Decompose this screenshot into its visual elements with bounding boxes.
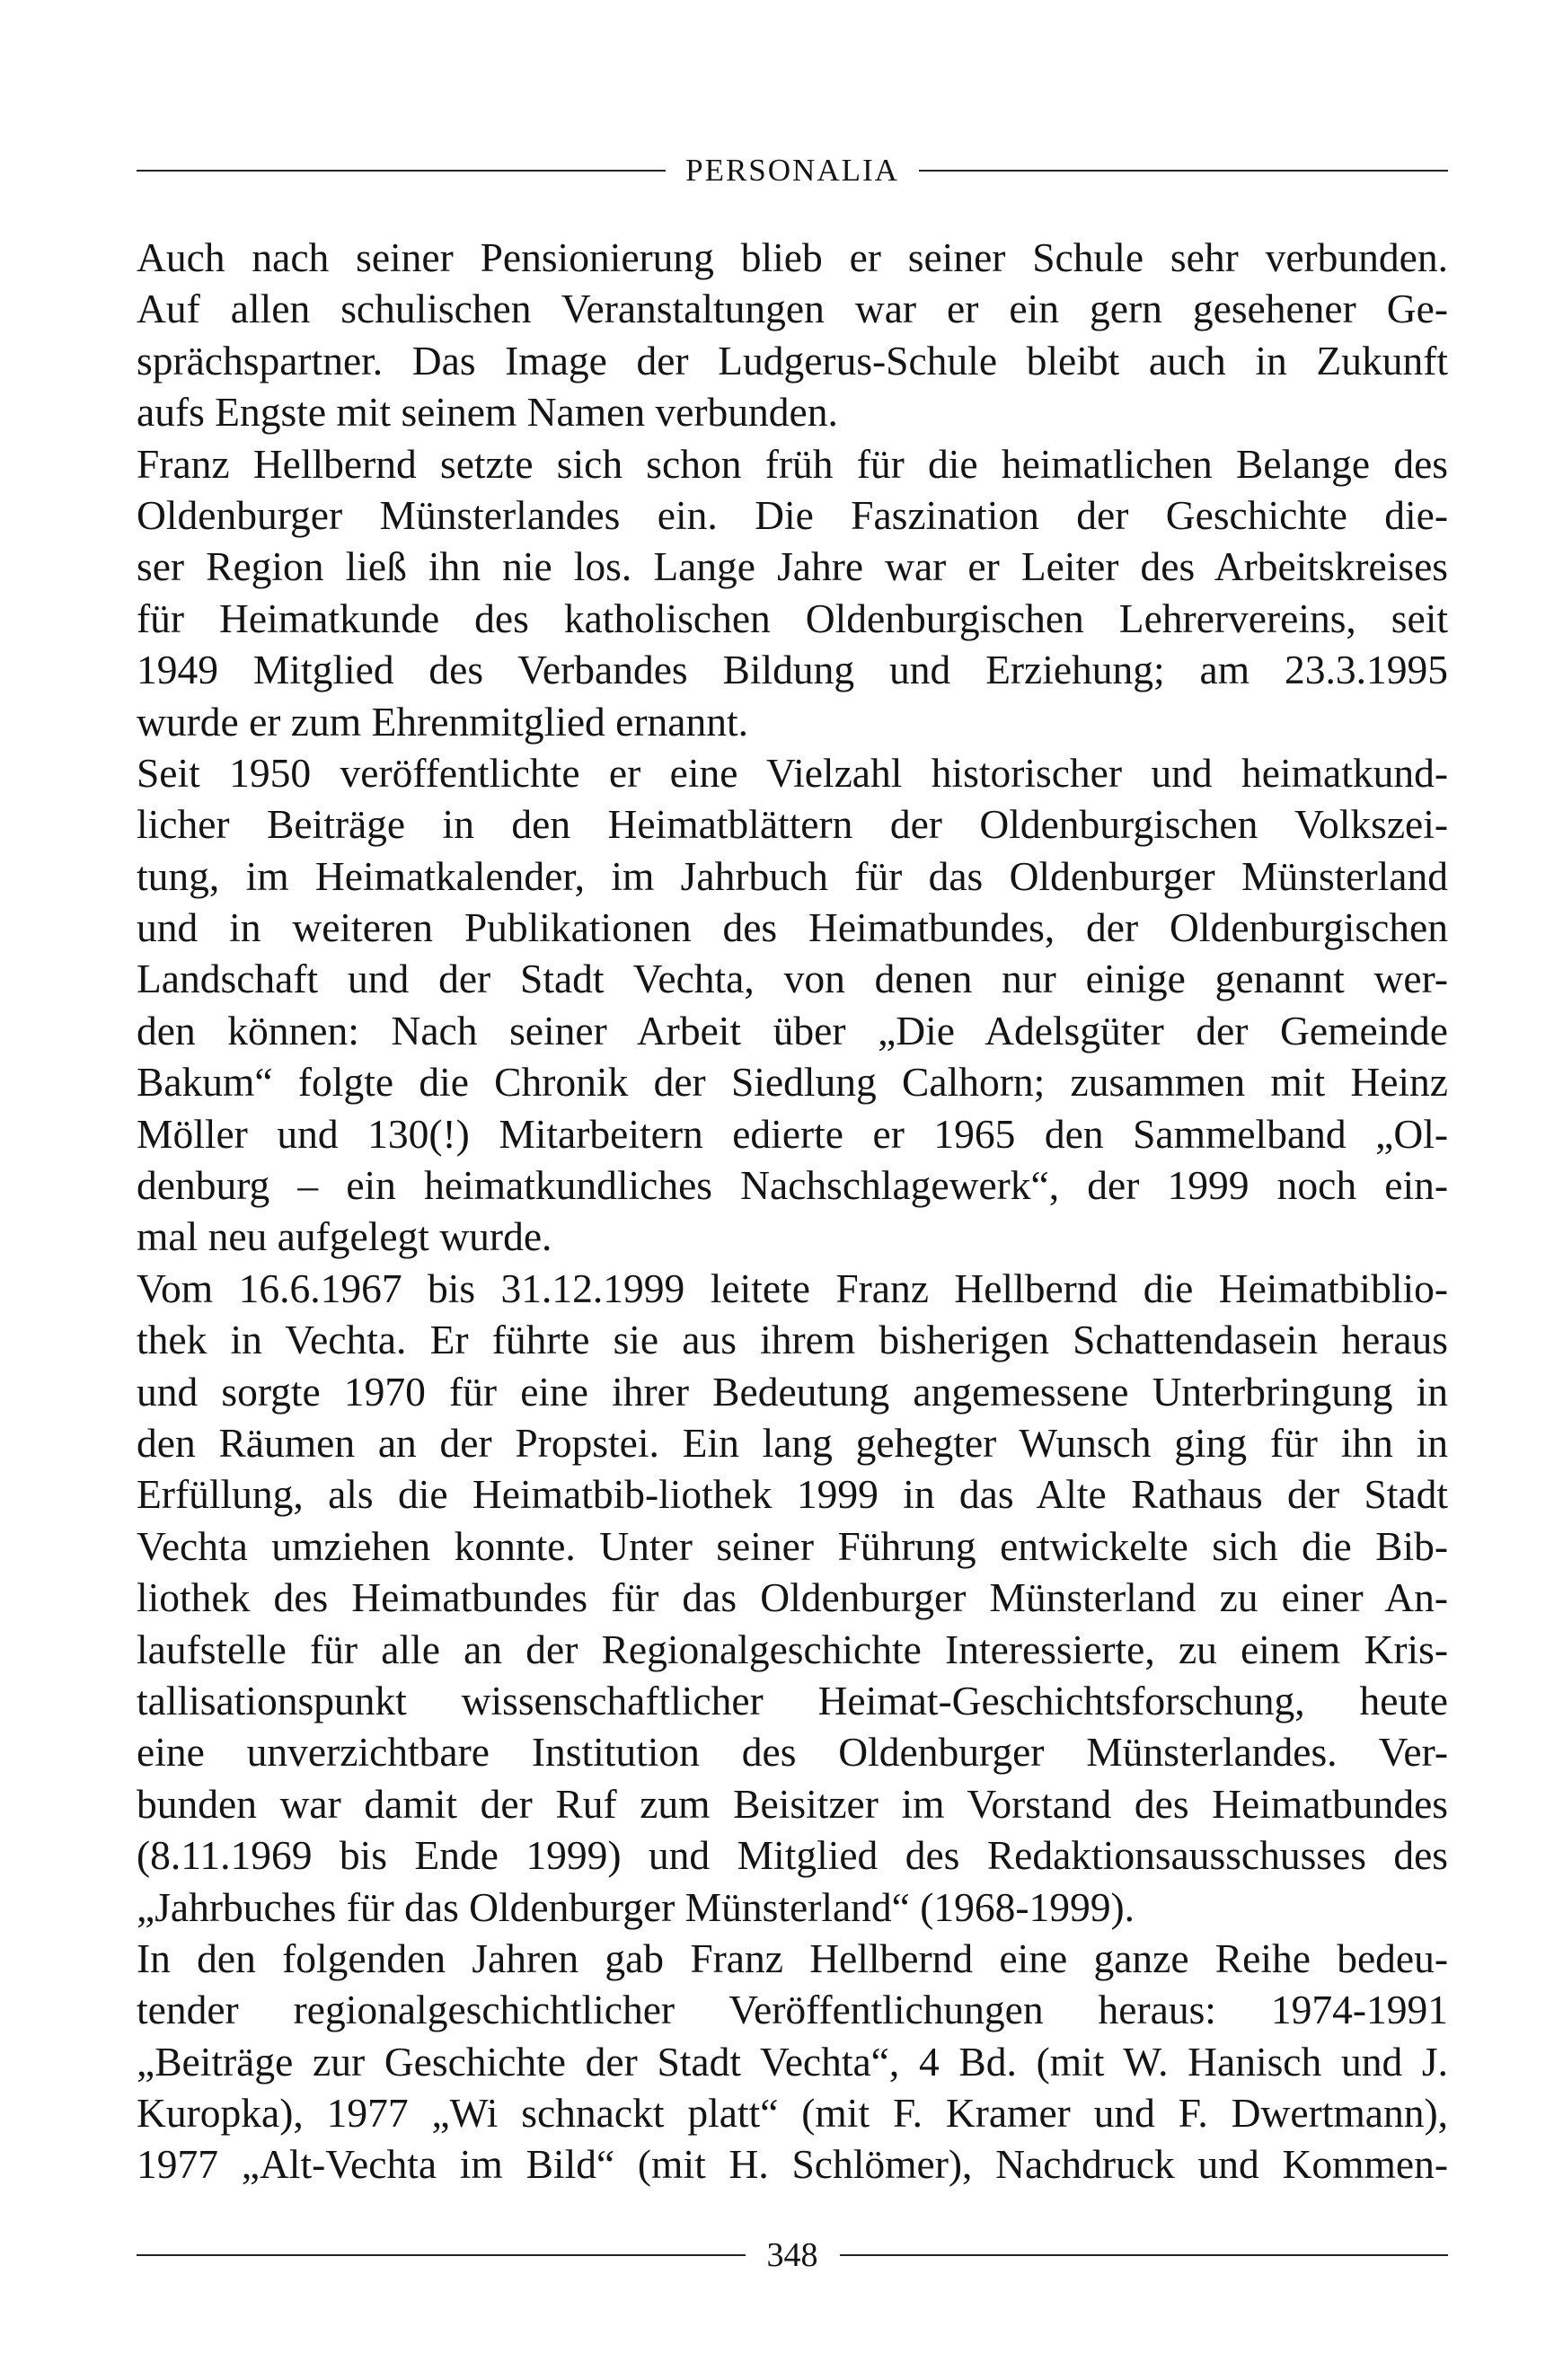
- text-line: Bakum“ folgte die Chronik der Siedlung Calhorn; zusammen mit Heinz: [137, 1059, 1448, 1106]
- header-rule-right: [919, 170, 1448, 172]
- text-line: laufstelle für alle an der Regionalgeschichte Interessierte, zu einem Kris-: [137, 1626, 1448, 1672]
- text-line: denburg – ein heimatkundliches Nachschlagewerk“, der 1999 noch ein-: [137, 1162, 1448, 1209]
- text-line: und in weiteren Publikationen des Heimatbundes, der Oldenburgischen: [137, 904, 1448, 951]
- text-line: mal neu aufgelegt wurde.: [137, 1213, 552, 1260]
- text-line: liothek des Heimatbundes für das Oldenburger Münsterland zu einer An-: [137, 1574, 1448, 1621]
- text-line: Auch nach seiner Pensionierung blieb er seiner Schule sehr verbunden.: [137, 234, 1448, 280]
- footer-rule-left: [137, 2254, 746, 2256]
- text-line: den Räumen an der Propstei. Ein lang gehegter Wunsch ging für ihn in: [137, 1419, 1448, 1466]
- page-number: 348: [766, 2236, 818, 2274]
- footer-rule-right: [840, 2254, 1449, 2256]
- text-line: ser Region ließ ihn nie los. Lange Jahre war er Leiter des Arbeitskreises: [137, 543, 1448, 590]
- text-line: den können: Nach seiner Arbeit über „Die Adelsgüter der Gemeinde: [137, 1007, 1448, 1053]
- text-line: Erfüllung, als die Heimatbib-liothek 1999 in das Alte Rathaus der Stadt: [137, 1471, 1448, 1518]
- text-line: Landschaft und der Stadt Vechta, von denen nur einige genannt wer-: [137, 956, 1448, 1002]
- running-head: [137, 154, 1448, 186]
- text-line: sprächspartner. Das Image der Ludgerus-Schule bleibt auch in Zukunft: [137, 337, 1448, 383]
- text-line: tender regionalgeschichtlicher Veröffentlichungen heraus: 1974-1991: [137, 1987, 1448, 2033]
- text-line: Möller und 130(!) Mitarbeitern edierte er 1965 den Sammelband „Ol-: [137, 1110, 1448, 1157]
- page-footer: [137, 2238, 1448, 2272]
- running-head-title: PERSONALIA: [685, 153, 899, 188]
- text-line: und sorgte 1970 für eine ihrer Bedeutung angemessene Unterbringung in: [137, 1368, 1448, 1415]
- text-line: Franz Hellbernd setzte sich schon früh für die heimatlichen Belange des: [137, 440, 1448, 487]
- text-line: Vechta umziehen konnte. Unter seiner Führung entwickelte sich die Bib-: [137, 1522, 1448, 1569]
- text-line: 1949 Mitglied des Verbandes Bildung und Erziehung; am 23.3.1995: [137, 647, 1448, 693]
- text-line: licher Beiträge in den Heimatblättern der Oldenburgischen Volkszei-: [137, 801, 1448, 848]
- text-line: Seit 1950 veröffentlichte er eine Vielzahl historischer und heimatkund-: [137, 749, 1448, 796]
- text-line: In den folgenden Jahren gab Franz Hellbernd eine ganze Reihe bedeu-: [137, 1935, 1448, 1981]
- header-rule-left: [137, 170, 666, 172]
- text-line: Oldenburger Münsterlandes ein. Die Faszination der Geschichte die-: [137, 491, 1448, 538]
- text-line: Kuropka), 1977 „Wi schnackt platt“ (mit F. Kramer und F. Dwertmann),: [137, 2090, 1448, 2137]
- text-line: 1977 „Alt-Vechta im Bild“ (mit H. Schlömer), Nachdruck und Kommen-: [137, 2141, 1448, 2188]
- text-line: für Heimatkunde des katholischen Oldenburgischen Lehrervereins, seit: [137, 595, 1448, 641]
- text-line: Vom 16.6.1967 bis 31.12.1999 leitete Franz Hellbernd die Heimatbiblio-: [137, 1265, 1448, 1311]
- text-line: aufs Engste mit seinem Namen verbunden.: [137, 389, 838, 436]
- text-line: eine unverzichtbare Institution des Oldenburger Münsterlandes. Ver-: [137, 1729, 1448, 1776]
- text-line: tung, im Heimatkalender, im Jahrbuch für das Oldenburger Münsterland: [137, 852, 1448, 899]
- text-line: bunden war damit der Ruf zum Beisitzer im Vorstand des Heimatbundes: [137, 1780, 1448, 1827]
- text-line: tallisationspunkt wissenschaftlicher Heimat-Geschichtsforschung, heute: [137, 1677, 1448, 1723]
- text-line: „Jahrbuches für das Oldenburger Münsterland“ (1968-1999).: [137, 1883, 1135, 1930]
- text-line: Auf allen schulischen Veranstaltungen war er ein gern gesehener Ge-: [137, 286, 1448, 332]
- text-line: (8.11.1969 bis Ende 1999) und Mitglied des Redaktionsausschusses des: [137, 1832, 1448, 1879]
- text-line: „Beiträge zur Geschichte der Stadt Vechta“, 4 Bd. (mit W. Hanisch und J.: [137, 2038, 1448, 2085]
- text-line: thek in Vechta. Er führte sie aus ihrem bisherigen Schattendasein heraus: [137, 1317, 1448, 1363]
- body-text: [137, 232, 1448, 2190]
- text-line: wurde er zum Ehrenmitglied ernannt.: [137, 698, 748, 745]
